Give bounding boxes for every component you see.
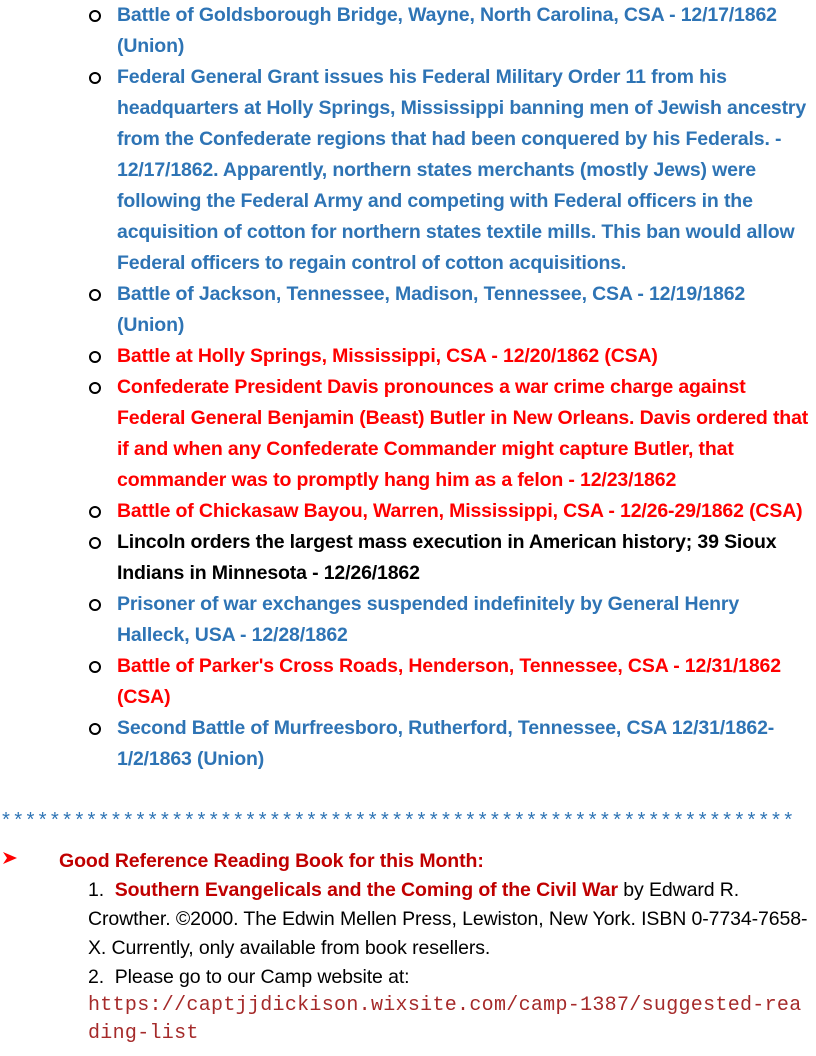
event-text: Confederate President Davis pronounces a war crime charge against Federal General Benjamin (Beast) Butler in New Orleans. Davis ordered that if and when any Confederate Commander might capture Butler, that commander was to promptly hang him as a felon - 12/23/1862 [117,376,809,491]
camp-website-link[interactable]: https://captjjdickison.wixsite.com/camp-1387/suggested-reading-list [88,994,802,1045]
book-details: by Edward R. Crowther. ©2000. The Edwin Mellen Press, Lewiston, New York. ISBN 0-7734-7658-X. Currently, only available from book resellers. [88,879,808,959]
reference-item-1 [88,876,808,963]
arrow-bullet-icon [2,850,18,866]
event-text: Second Battle of Murfreesboro, Rutherford, Tennessee, CSA 12/31/1862-1/2/1863 (Union) [117,717,775,770]
circle-bullet-icon [89,382,101,394]
circle-bullet-icon [89,506,101,518]
event-text: Battle at Holly Springs, Mississippi, CSA - 12/20/1862 (CSA) [117,345,658,367]
event-item [0,279,816,341]
book-title: Southern Evangelicals and the Coming of the Civil War [114,879,618,901]
circle-bullet-icon [89,72,101,84]
reference-heading-row [0,846,816,876]
event-item [0,651,816,713]
item-number: 1. [88,879,105,901]
reference-item-2 [88,963,808,992]
item-number: 2. [88,966,105,988]
event-item [0,527,816,589]
event-text: Lincoln orders the largest mass execution in American history; 39 Sioux Indians in Minnesota - 12/26/1862 [117,531,777,584]
event-item [0,496,816,527]
circle-bullet-icon [89,10,101,22]
website-prompt: Please go to our Camp website at: [114,966,410,988]
event-text: Federal General Grant issues his Federal Military Order 11 from his headquarters at Holly Springs, Mississippi banning men of Jewish ancestry from the Confederate regions that had been conquered by his Federals. - 12/17/1862. Apparently, northern states merchants (mostly Jews) were following the Federal Army and competing with Federal officers in the acquisition of cotton for northern states textile mills. This ban would allow Federal officers to regain control of cotton acquisitions. [117,66,807,274]
event-text: Battle of Chickasaw Bayou, Warren, Mississippi, CSA - 12/26-29/1862 (CSA) [117,500,803,522]
event-item [0,0,816,62]
event-item [0,372,816,496]
event-text: Battle of Parker's Cross Roads, Henderson, Tennessee, CSA - 12/31/1862 (CSA) [117,655,781,708]
circle-bullet-icon [89,599,101,611]
event-item [0,341,816,372]
circle-bullet-icon [89,661,101,673]
event-item [0,62,816,279]
circle-bullet-icon [89,351,101,363]
event-item [0,713,816,775]
event-text: Battle of Goldsborough Bridge, Wayne, North Carolina, CSA - 12/17/1862 (Union) [117,4,777,57]
event-text: Battle of Jackson, Tennessee, Madison, Tennessee, CSA - 12/19/1862 (Union) [117,283,746,336]
reference-heading: Good Reference Reading Book for this Month: [59,850,484,872]
event-text: Prisoner of war exchanges suspended indefinitely by General Henry Halleck, USA - 12/28/1862 [117,593,740,646]
event-item [0,589,816,651]
circle-bullet-icon [89,289,101,301]
circle-bullet-icon [89,537,101,549]
separator-line: ***************************************************************** [0,812,795,834]
circle-bullet-icon [89,723,101,735]
reference-list [88,876,808,1048]
